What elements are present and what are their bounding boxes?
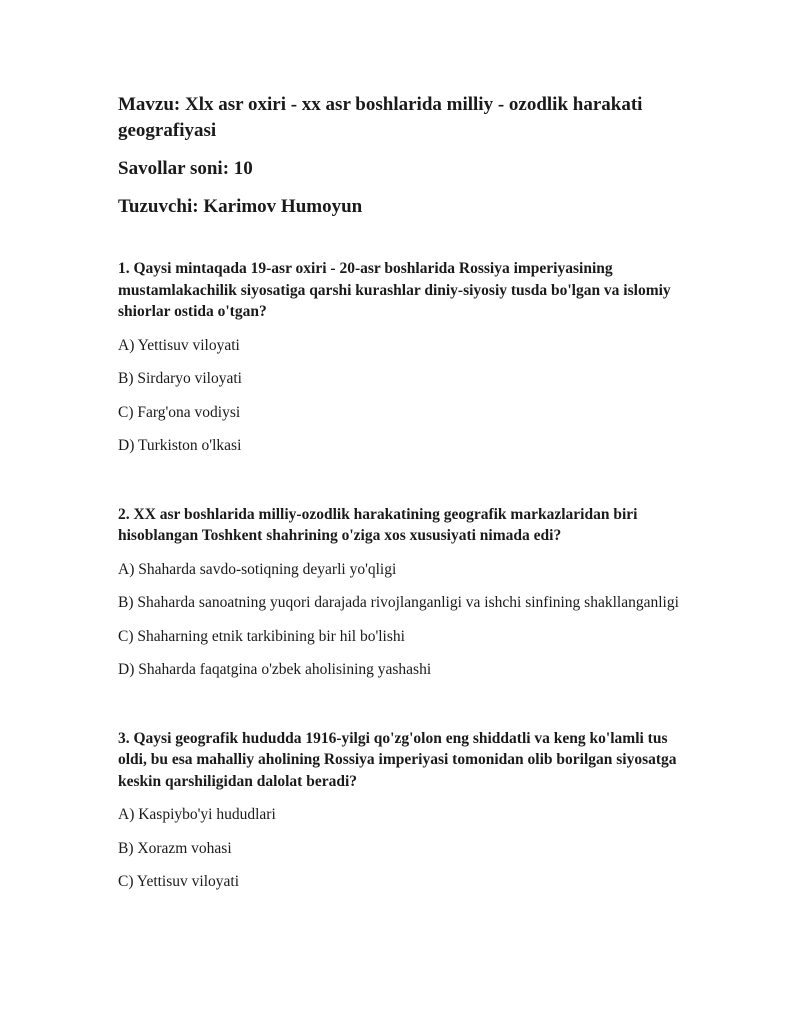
question-text: 2. XX asr boshlarida milliy-ozodlik harakatining geografik markazlaridan biri hisoblangan Toshkent shahrining o'ziga xos xususiyati nimada edi?: [118, 505, 638, 544]
question-block-3: [118, 728, 690, 893]
document-title: Mavzu: Xlx asr oxiri - xx asr boshlarida milliy - ozodlik harakati geografiyasi: [118, 94, 643, 141]
answer-option-b: B) Sirdaryo viloyati: [118, 370, 242, 387]
answer-option-a: A) Yettisuv viloyati: [118, 336, 240, 354]
answer-option-b: B) Xorazm vohasi: [118, 839, 232, 857]
answer-option-b: B) Shaharda sanoatning yuqori darajada rivojlanganligi va ishchi sinfining shakllanganligi: [118, 594, 679, 611]
question-block-1: [118, 258, 690, 457]
answer-option-c: C) Yettisuv viloyati: [118, 873, 240, 890]
answer-option-a: A) Kaspiybo'yi hududlari: [118, 806, 276, 823]
answer-option-d: D) Turkiston o'lkasi: [118, 437, 242, 454]
answer-option-c: C) Farg'ona vodiysi: [118, 403, 241, 421]
question-text: 3. Qaysi geografik hududda 1916-yilgi qo'zg'olon eng shiddatli va keng ko'lamli tus oldi, bu esa mahalliy aholining Rossiya imperiyasi tomonidan olib borilgan siyosatga keskin qarshiligidan dalolat beradi?: [118, 729, 677, 790]
answer-option-d: D) Shaharda faqatgina o'zbek aholisining yashashi: [118, 661, 432, 678]
author-line: Tuzuvchi: Karimov Humoyun: [118, 196, 363, 217]
answer-option-a: A) Shaharda savdo-sotiqning deyarli yo'qligi: [118, 560, 397, 578]
question-text: 1. Qaysi mintaqada 19-asr oxiri - 20-asr boshlarida Rossiya imperiyasining mustamlakachilik siyosatiga qarshi kurashlar diniy-siyosiy tusda bo'lgan va islomiy shiorlar ostida o'tgan?: [118, 260, 671, 320]
questions-count: Savollar soni: 10: [118, 158, 253, 179]
answer-option-c: C) Shaharning etnik tarkibining bir hil bo'lishi: [118, 627, 405, 645]
question-block-2: [118, 504, 690, 681]
